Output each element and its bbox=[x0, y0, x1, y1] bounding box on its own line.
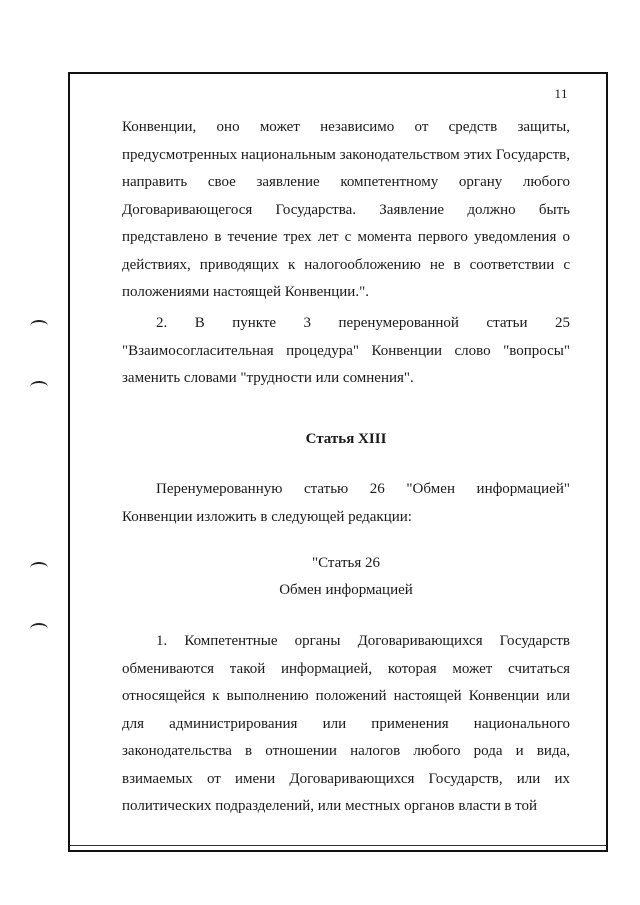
sub-heading-article-number: "Статья 26 bbox=[312, 555, 380, 571]
paragraph-2 bbox=[122, 310, 570, 393]
binding-hole-mark bbox=[30, 320, 48, 332]
paragraph-text: 2. В пункте 3 перенумерованной статьи 25 "Взаимосогласительная процедура" Конвенции слово "вопросы" заменить словами "трудности или сомнения". bbox=[122, 315, 570, 386]
sub-heading-article-title: Обмен информацией bbox=[279, 582, 413, 598]
paragraph-text: Перенумерованную статью 26 "Обмен информацией" Конвенции изложить в следующей редакции: bbox=[122, 481, 570, 525]
page-number: 11 bbox=[554, 86, 568, 101]
paragraph-4 bbox=[122, 628, 570, 821]
binding-hole-mark bbox=[30, 623, 48, 635]
paragraph-text: Конвенции, оно может независимо от средств защиты, предусмотренных национальным законодательством этих Государств, направить свое заявление компетентному органу любого Договаривающегося Государства. Заявление должно быть представлено в течение трех лет с момента первого уведомления о действиях, приводящих к налогообложению не в соответствии с положениями настоящей Конвенции.". bbox=[122, 119, 570, 300]
paragraph-3 bbox=[122, 476, 570, 531]
page-frame bbox=[68, 72, 608, 852]
binding-hole-mark bbox=[30, 381, 48, 393]
article-heading: Статья XIII bbox=[305, 431, 387, 447]
paragraph-continuation bbox=[122, 114, 570, 307]
binding-hole-mark bbox=[30, 562, 48, 574]
paragraph-text: 1. Компетентные органы Договаривающихся Государств обмениваются такой информацией, которая может считаться относящейся к выполнению положений настоящей Конвенции или для администрирования или применения национального законодательства в отношении налогов любого рода и вида, взимаемых от имени Договаривающихся Государств, или их политических подразделений, или местных органов власти в той bbox=[122, 633, 570, 814]
